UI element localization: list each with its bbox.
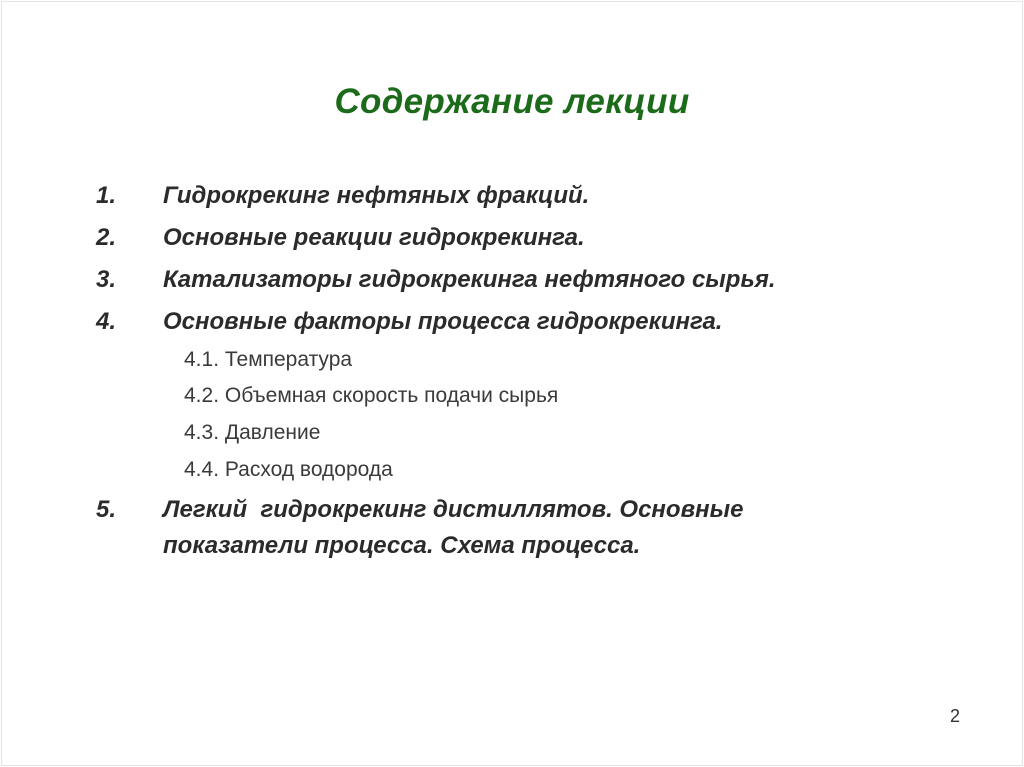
list-item-number: 2. [96,224,117,251]
list-item-number: 5. [96,496,117,523]
list-item-text: Основные факторы процесса гидрокрекинга. [163,308,723,335]
list-item [96,492,876,564]
sub-item: 4.2. Объемная скорость подачи сырья [184,384,559,407]
list-item-number: 1. [96,182,117,209]
list-item [96,262,916,298]
list-item-text: Легкий гидрокрекинг дистиллятов. Основные показатели процесса. Схема процесса. [163,496,751,559]
list-item-number: 3. [96,266,117,293]
list-item [96,178,916,214]
list-item-text: Гидрокрекинг нефтяных фракций. [163,182,590,209]
list-item [96,220,916,256]
sub-item: 4.4. Расход водорода [184,458,393,481]
sub-item: 4.1. Температура [184,348,353,371]
sub-item: 4.3. Давление [184,421,321,444]
slide-title: Содержание лекции [334,82,690,121]
list-item-text: Основные реакции гидрокрекинга. [163,224,585,251]
list-item [96,304,916,340]
list-item-number: 4. [96,308,117,335]
list-item-text: Катализаторы гидрокрекинга нефтяного сырья. [163,266,776,293]
page-number: 2 [950,706,961,726]
